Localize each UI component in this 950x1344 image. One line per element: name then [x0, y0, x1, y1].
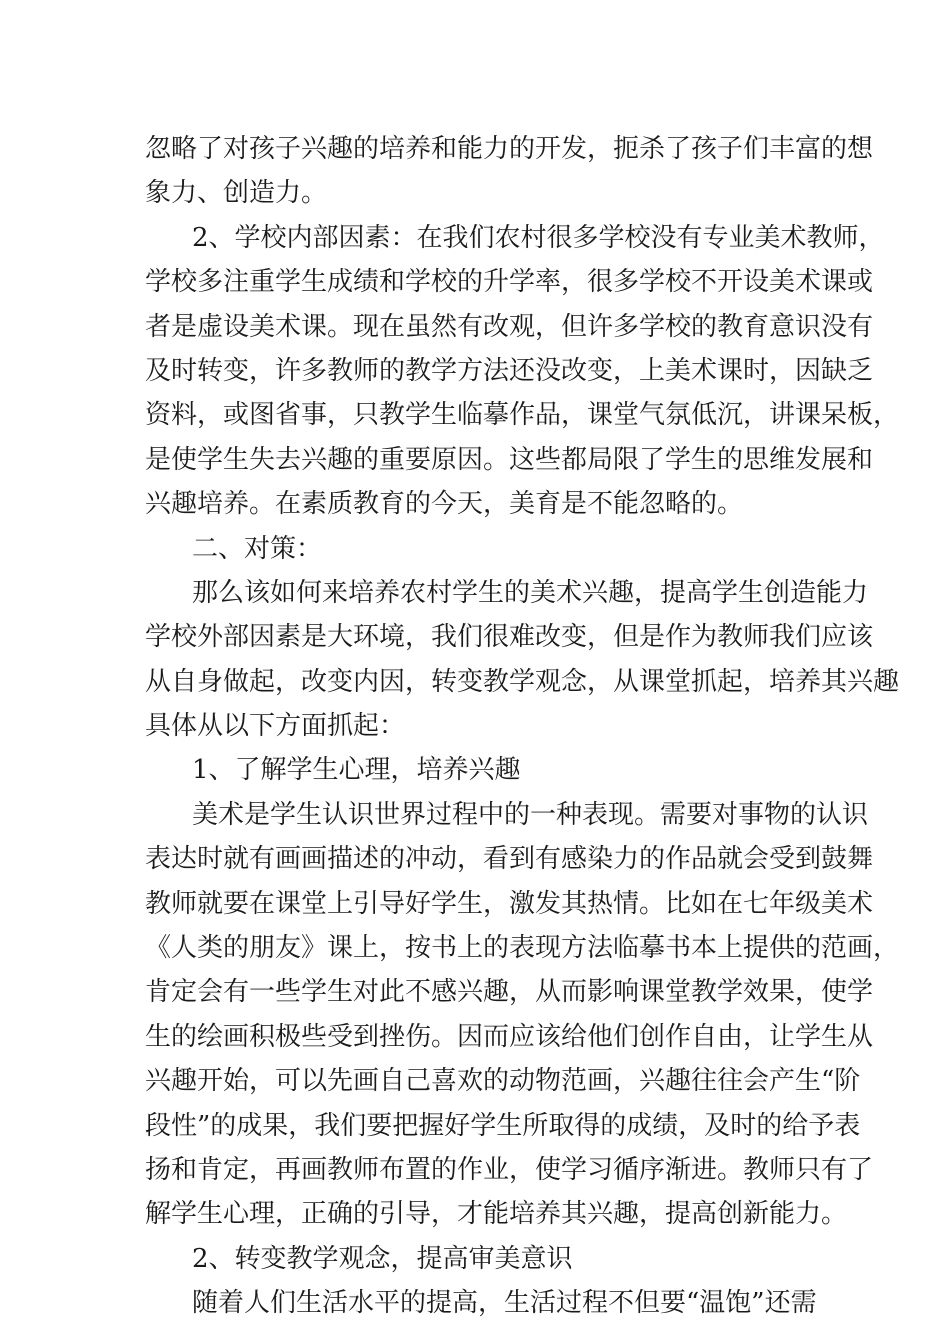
text-line: 2、转变教学观念，提高审美意识 [192, 1243, 573, 1274]
text-line: 表达时就有画画描述的冲动，看到有感染力的作品就会受到鼓舞 [145, 844, 874, 875]
text-line: 美术是学生认识世界过程中的一种表现。需要对事物的认识 [192, 799, 869, 830]
text-line: 《人类的朋友》课上，按书上的表现方法临摹书本上提供的范画， [145, 933, 900, 964]
text-line: 扬和肯定，再画教师布置的作业，使学习循序渐进。教师只有了 [145, 1154, 874, 1185]
text-line: 1、了解学生心理，培养兴趣 [192, 755, 521, 786]
text-line: 学校多注重学生成绩和学校的升学率，很多学校不开设美术课或 [145, 267, 874, 298]
text-line: 教师就要在课堂上引导好学生，激发其热情。比如在七年级美术 [145, 888, 874, 919]
text-line: 学校外部因素是大环境，我们很难改变，但是作为教师我们应该 [145, 622, 874, 653]
text-line: 随着人们生活水平的提高，生活过程不但要“温饱”还需 [192, 1288, 817, 1319]
text-line: 2、学校内部因素：在我们农村很多学校没有专业美术教师， [192, 222, 885, 253]
text-line: 二、对策： [192, 533, 323, 564]
text-line: 具体从以下方面抓起： [145, 711, 406, 742]
text-line: 及时转变，许多教师的教学方法还没改变，上美术课时，因缺乏 [145, 355, 874, 386]
text-line: 段性”的成果，我们要把握好学生所取得的成绩，及时的给予表 [145, 1110, 861, 1141]
document-body [145, 127, 900, 1326]
text-line: 者是虚设美术课。现在虽然有改观，但许多学校的教育意识没有 [145, 311, 874, 342]
text-line: 忽略了对孩子兴趣的培养和能力的开发，扼杀了孩子们丰富的想 [145, 134, 874, 164]
text-line: 解学生心理，正确的引导，才能培养其兴趣，提高创新能力。 [145, 1199, 848, 1230]
text-line: 兴趣开始，可以先画自己喜欢的动物范画，兴趣往往会产生“阶 [145, 1066, 861, 1097]
text-line: 从自身做起，改变内因，转变教学观念，从课堂抓起，培养其兴趣 [145, 666, 900, 697]
text-line: 象力、创造力。 [145, 178, 328, 209]
text-line: 资料，或图省事，只教学生临摹作品，课堂气氛低沉，讲课呆板， [145, 400, 900, 431]
text-line: 那么该如何来培养农村学生的美术兴趣，提高学生创造能力 [192, 577, 869, 608]
text-line: 肯定会有一些学生对此不感兴趣，从而影响课堂教学效果，使学 [145, 977, 874, 1008]
text-line: 兴趣培养。在素质教育的今天，美育是不能忽略的。 [145, 489, 744, 520]
text-line: 是使学生失去兴趣的重要原因。这些都局限了学生的思维发展和 [145, 444, 874, 475]
text-line: 生的绘画积极些受到挫伤。因而应该给他们创作自由，让学生从 [145, 1021, 874, 1052]
